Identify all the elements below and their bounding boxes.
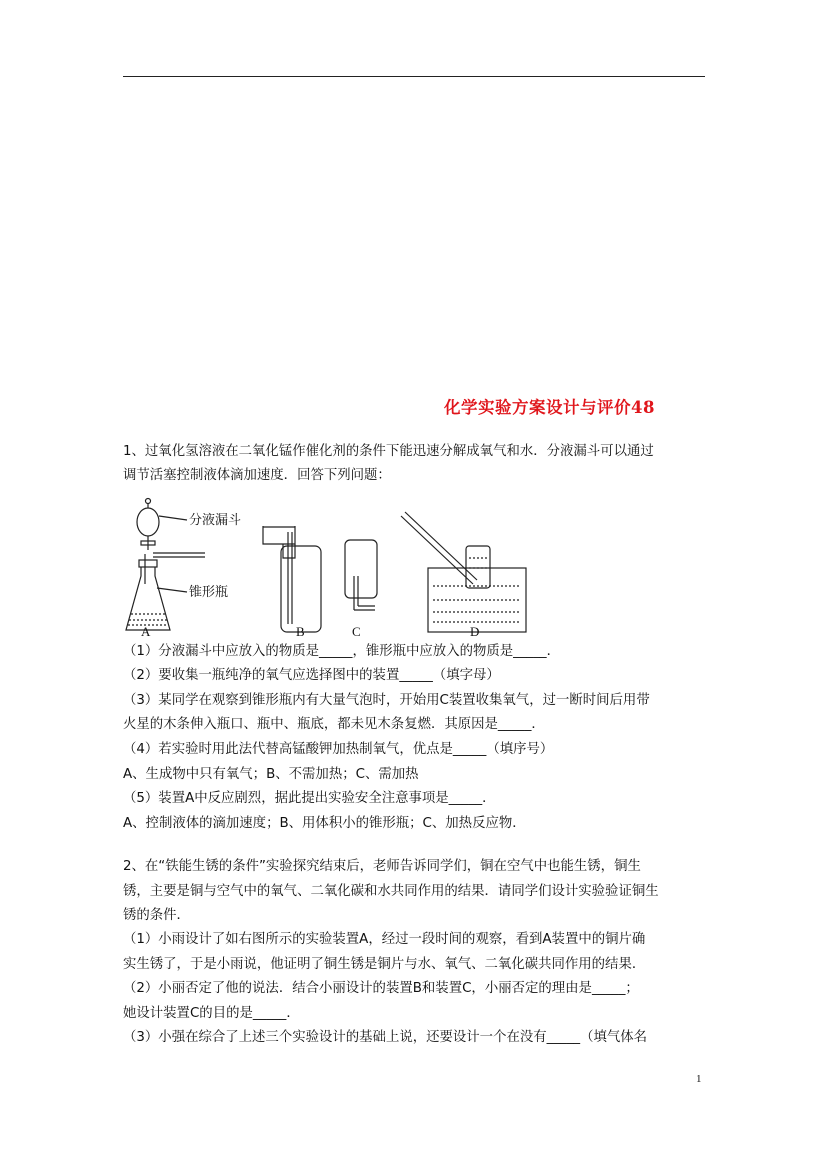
- apparatus-d: [401, 512, 526, 632]
- q2-stem-line3: 锈的条件．: [123, 908, 190, 923]
- page-number: 1: [696, 1073, 702, 1085]
- apparatus-figure: [123, 496, 543, 640]
- q2-part1-line2: 实生锈了，于是小雨说，他证明了铜生锈是铜片与水、氧气、二氧化碳共同作用的结果．: [123, 957, 646, 972]
- q2-part2-line2: 她设计装置C的目的是_____．: [123, 1006, 300, 1021]
- q2-part1-line1: （1）小雨设计了如右图所示的实验装置A，经过一段时间的观察，看到A装置中的铜片确: [123, 932, 646, 947]
- label-a: A: [141, 624, 151, 639]
- q2-part3: （3）小强在综合了上述三个实验设计的基础上说，还要设计一个在没有_____（填气体名: [123, 1030, 648, 1045]
- q1-part4-options: A、生成物中只有氧气；B、不需加热；C、需加热: [123, 767, 419, 782]
- label-b: B: [296, 624, 305, 639]
- q1-stem-line2: 调节活塞控制液体滴加速度．回答下列问题：: [123, 468, 391, 483]
- q1-part4: （4）若实验时用此法代替高锰酸钾加热制氧气，优点是_____（填序号）: [123, 742, 554, 757]
- q1-part2: （2）要收集一瓶纯净的氧气应选择图中的装置_____（填字母）: [123, 668, 500, 683]
- q1-part5: （5）装置A中反应剧烈，据此提出实验安全注意事项是_____．: [123, 791, 496, 806]
- label-c: C: [352, 624, 361, 639]
- q1-part3-line1: （3）某同学在观察到锥形瓶内有大量气泡时，开始用C装置收集氧气，过一断时间后用带: [123, 693, 650, 708]
- page-title: 化学实验方案设计与评价48: [444, 398, 655, 417]
- q1-part3-line2: 火星的木条伸入瓶口、瓶中、瓶底，都未见木条复燃．其原因是_____．: [123, 717, 545, 732]
- q1-part1: （1）分液漏斗中应放入的物质是_____，锥形瓶中应放入的物质是_____．: [123, 644, 561, 659]
- label-d: D: [470, 624, 480, 639]
- apparatus-c: [345, 540, 377, 610]
- q2-stem-line1: 2、在“铁能生锈的条件”实验探究结束后，老师告诉同学们，铜在空气中也能生锈，铜生: [123, 859, 641, 874]
- label-conical-flask: 锥形瓶: [189, 585, 229, 600]
- q1-part5-options: A、控制液体的滴加速度；B、用体积小的锥形瓶；C、加热反应物．: [123, 816, 526, 831]
- label-separatory-funnel: 分液漏斗: [189, 513, 242, 528]
- apparatus-b: [263, 526, 321, 632]
- q2-part2-line1: （2）小丽否定了他的说法．结合小丽设计的装置B和装置C，小丽否定的理由是_____；: [123, 981, 639, 996]
- q1-stem-line1: 1、过氧化氢溶液在二氧化锰作催化剂的条件下能迅速分解成氧气和水．分液漏斗可以通过: [123, 444, 654, 459]
- q2-stem-line2: 锈，主要是铜与空气中的氧气、二氧化碳和水共同作用的结果．请同学们设计实验验证铜生: [123, 884, 659, 899]
- header-rule: [123, 76, 705, 77]
